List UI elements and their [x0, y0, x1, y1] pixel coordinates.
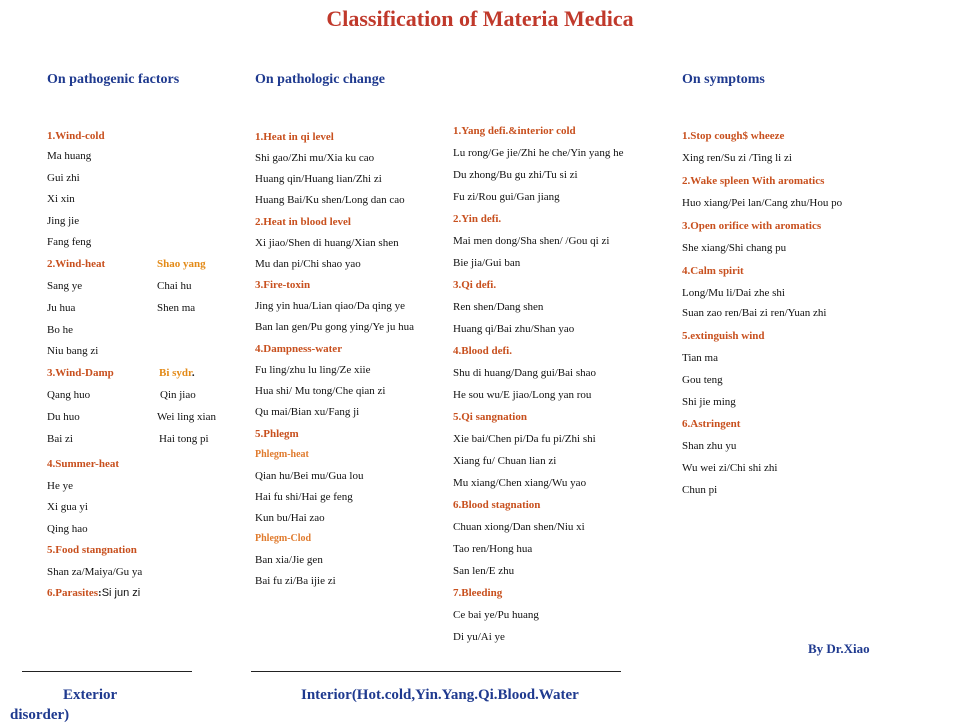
open-orifice-header: 3.Open orifice with aromatics — [682, 220, 822, 232]
phlegm-heat-subheader: Phlegm-heat — [255, 449, 309, 460]
wind-heat-header-row — [47, 258, 247, 280]
list-item: Huo xiang/Pei lan/Cang zhu/Hou po — [682, 197, 843, 209]
bi-sydr-dot: . — [191, 367, 195, 379]
wind-heat-header: 2.Wind-heat — [47, 258, 106, 270]
list-item — [47, 389, 247, 411]
list-item: Fang feng — [47, 236, 92, 248]
page-title: Classification of Materia Medica — [326, 6, 634, 31]
list-item — [47, 433, 247, 455]
list-item — [47, 411, 247, 433]
list-item: Di yu/Ai ye — [453, 631, 505, 643]
list-item: Qian hu/Bei mu/Gua lou — [255, 470, 364, 482]
footer-exterior-label: Exterior — [63, 687, 118, 703]
column-symptoms — [682, 130, 912, 506]
list-item: Chuan xiong/Dan shen/Niu xi — [453, 521, 585, 533]
footer-interior-label: Interior(Hot.cold,Yin.Yang.Qi.Blood.Water — [301, 687, 579, 703]
yin-deficiency-header: 2.Yin defi. — [453, 213, 502, 225]
list-item: Shu di huang/Dang gui/Bai shao — [453, 367, 596, 379]
phlegm-cold-subheader: Phlegm-Clod — [255, 533, 312, 544]
list-item: Gou teng — [682, 374, 723, 386]
divider-interior — [251, 671, 621, 672]
wind-cold-header: 1.Wind-cold — [47, 130, 105, 142]
list-item: Tao ren/Hong hua — [453, 543, 533, 555]
list-item: Qing hao — [47, 523, 88, 535]
column-pathologic-change — [255, 131, 445, 596]
list-item-left: Du huo — [47, 411, 80, 423]
list-item: Huang qi/Bai zhu/Shan yao — [453, 323, 575, 335]
list-item-right: Chai hu — [157, 280, 192, 292]
list-item: Fu ling/zhu lu ling/Ze xiie — [255, 364, 371, 376]
list-item: Lu rong/Ge jie/Zhi he che/Yin yang he — [453, 147, 624, 159]
bi-sydr-label: Bi sydr — [159, 367, 192, 379]
heading-symptoms: On symptoms — [682, 72, 765, 87]
list-item: Shi jie ming — [682, 396, 736, 408]
list-item: Ren shen/Dang shen — [453, 301, 544, 313]
list-item-right: Hai tong pi — [159, 433, 209, 445]
divider-exterior — [22, 671, 192, 672]
list-item: Qu mai/Bian xu/Fang ji — [255, 406, 360, 418]
astringent-header: 6.Astringent — [682, 418, 741, 430]
bleeding-header: 7.Bleeding — [453, 587, 503, 599]
list-item: Xi xin — [47, 193, 75, 205]
list-item-left: Ju hua — [47, 302, 76, 314]
list-item-right: Qin jiao — [160, 389, 196, 401]
list-item: Xing ren/Su zi /Ting li zi — [682, 152, 792, 164]
list-item: Hai fu shi/Hai ge feng — [255, 491, 353, 503]
list-item: Bie jia/Gui ban — [453, 257, 521, 269]
food-stagnation-header: 5.Food stangnation — [47, 544, 137, 556]
list-item-left: Qang huo — [47, 389, 91, 401]
list-item: Xi gua yi — [47, 501, 88, 513]
list-item: Gui zhi — [47, 172, 80, 184]
fire-toxin-header: 3.Fire-toxin — [255, 279, 311, 291]
parasites-header: 6.Parasites — [47, 587, 99, 599]
list-item: Mu dan pi/Chi shao yao — [255, 258, 361, 270]
shao-yang-label: Shao yang — [157, 258, 206, 270]
list-item: Ban lan gen/Pu gong ying/Ye ju hua — [255, 321, 414, 333]
list-item: Shan za/Maiya/Gu ya — [47, 566, 143, 578]
footer-disorder-label: disorder) — [10, 707, 70, 723]
list-item: Shi gao/Zhi mu/Xia ku cao — [255, 152, 375, 164]
list-item: Du zhong/Bu gu zhi/Tu si zi — [453, 169, 578, 181]
list-item: Ma huang — [47, 150, 92, 162]
list-item: Wu wei zi/Chi shi zhi — [682, 462, 778, 474]
heat-qi-header: 1.Heat in qi level — [255, 131, 334, 143]
yang-deficiency-header: 1.Yang defi.&interior cold — [453, 125, 576, 137]
list-item-left: Bai zi — [47, 433, 73, 445]
heat-blood-header: 2.Heat in blood level — [255, 216, 351, 228]
summer-heat-header: 4.Summer-heat — [47, 458, 119, 470]
list-item: He ye — [47, 480, 73, 492]
wake-spleen-header: 2.Wake spleen With aromatics — [682, 175, 825, 187]
list-item: Kun bu/Hai zao — [255, 512, 325, 524]
list-item: Xiang fu/ Chuan lian zi — [453, 455, 557, 467]
list-item: Niu bang zi — [47, 345, 99, 357]
blood-deficiency-header: 4.Blood defi. — [453, 345, 512, 357]
list-item — [47, 302, 247, 324]
list-item: Jing yin hua/Lian qiao/Da qing ye — [255, 300, 405, 312]
list-item: Tian ma — [682, 352, 718, 364]
parasites-colon: : — [98, 587, 102, 599]
list-item: Chun pi — [682, 484, 718, 496]
list-item: Bo he — [47, 324, 73, 336]
list-item — [47, 280, 247, 302]
blood-stagnation-header: 6.Blood stagnation — [453, 499, 541, 511]
wind-damp-header: 3.Wind-Damp — [47, 367, 114, 379]
parasites-header-row — [47, 587, 247, 609]
list-item: Xi jiao/Shen di huang/Xian shen — [255, 237, 399, 249]
qi-deficiency-header: 3.Qi defi. — [453, 279, 497, 291]
column-interior-deficiency — [453, 125, 663, 653]
qi-stagnation-header: 5.Qi sangnation — [453, 411, 527, 423]
list-item: Suan zao ren/Bai zi ren/Yuan zhi — [682, 307, 827, 319]
list-item: San len/E zhu — [453, 565, 515, 577]
phlegm-header: 5.Phlegm — [255, 428, 299, 440]
heading-pathogenic-factors: On pathogenic factors — [47, 72, 180, 87]
list-item-left: Sang ye — [47, 280, 83, 292]
list-item: Huang Bai/Ku shen/Long dan cao — [255, 194, 405, 206]
column-pathogenic-factors — [47, 130, 247, 609]
list-item: Mai men dong/Sha shen/ /Gou qi zi — [453, 235, 610, 247]
stop-cough-header: 1.Stop cough$ wheeze — [682, 130, 785, 142]
list-item-right: Shen ma — [157, 302, 196, 314]
list-item: She xiang/Shi chang pu — [682, 242, 787, 254]
dampness-water-header: 4.Dampness-water — [255, 343, 343, 355]
heading-pathologic-change: On pathologic change — [255, 72, 385, 87]
list-item: Hua shi/ Mu tong/Che qian zi — [255, 385, 386, 397]
author-credit: By Dr.Xiao — [808, 641, 870, 656]
list-item: Shan zhu yu — [682, 440, 737, 452]
calm-spirit-header: 4.Calm spirit — [682, 265, 744, 277]
extinguish-wind-header: 5.extinguish wind — [682, 330, 765, 342]
list-item: Ban xia/Jie gen — [255, 554, 323, 566]
list-item: Fu zi/Rou gui/Gan jiang — [453, 191, 560, 203]
list-item: Long/Mu li/Dai zhe shi — [682, 287, 785, 299]
list-item: Xie bai/Chen pi/Da fu pi/Zhi shi — [453, 433, 596, 445]
list-item: He sou wu/E jiao/Long yan rou — [453, 389, 592, 401]
list-item: Jing jie — [47, 215, 80, 227]
list-item: Ce bai ye/Pu huang — [453, 609, 539, 621]
list-item-right: Wei ling xian — [157, 411, 216, 423]
list-item: Mu xiang/Chen xiang/Wu yao — [453, 477, 587, 489]
list-item: Huang qin/Huang lian/Zhi zi — [255, 173, 382, 185]
wind-damp-header-row — [47, 367, 247, 389]
list-item: Bai fu zi/Ba ijie zi — [255, 575, 336, 587]
parasites-value: Si jun zi — [101, 587, 141, 599]
